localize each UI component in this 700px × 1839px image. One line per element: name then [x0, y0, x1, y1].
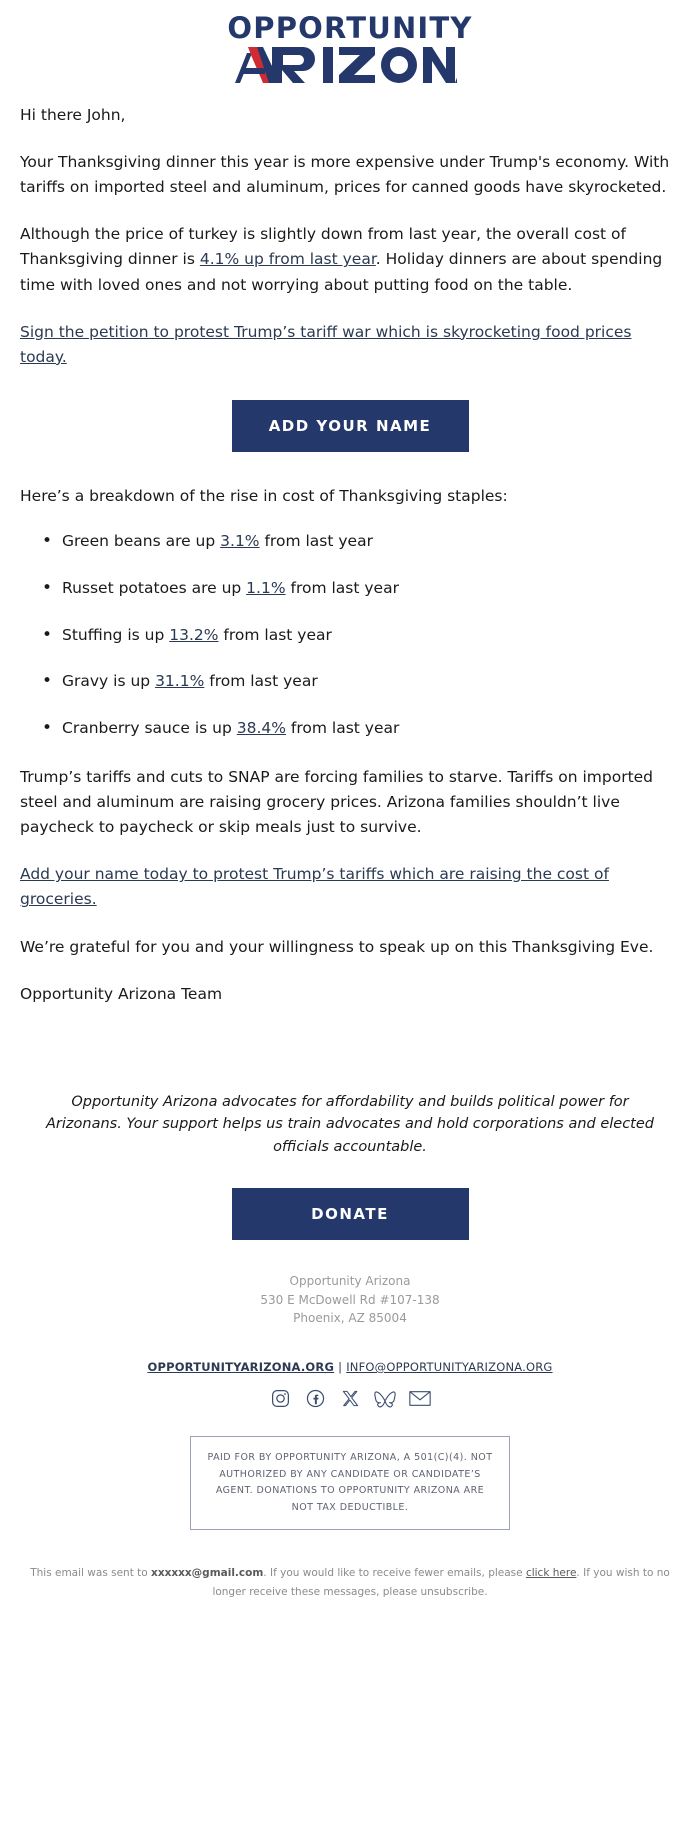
recipient-email: xxxxxx@gmail.com [151, 1567, 264, 1580]
staple-label: Cranberry sauce is up [62, 719, 237, 738]
staple-label: Gravy is up [62, 672, 156, 691]
contact-email-link[interactable]: INFO@OPPORTUNITYARIZONA.ORG [346, 1359, 553, 1374]
cost-increase-link[interactable]: 4.1% up from last year [199, 250, 376, 269]
address-street: 530 E McDowell Rd #107-138 [260, 1292, 440, 1307]
staple-suffix: from last year [286, 719, 400, 738]
staple-percent-link[interactable]: 31.1% [155, 672, 205, 691]
staple-percent-link[interactable]: 3.1% [220, 531, 260, 550]
click-here-link[interactable]: click here [525, 1567, 577, 1580]
staple-suffix: from last year [218, 625, 332, 644]
org-description: Opportunity Arizona advocates for affordability and builds political power for Arizonans. Your support helps us train advocates and hold corporations and elected officials accountable. [46, 1093, 654, 1155]
cost-paragraph-pre: Although the price of turkey is slightly down from last year, the overall cost of Thanksgiving dinner is [20, 225, 626, 269]
email-footer [0, 1091, 700, 1531]
cost-paragraph [20, 222, 680, 297]
primary-cta-row [20, 400, 680, 452]
addname-paragraph [20, 862, 680, 912]
staple-percent-link[interactable]: 1.1% [246, 578, 286, 597]
staple-label: Green beans are up [62, 531, 221, 550]
footer-links-row [30, 1360, 670, 1374]
email-icon[interactable] [409, 1388, 431, 1410]
unsubscribe-line [0, 1564, 700, 1627]
add-your-name-button[interactable]: ADD YOUR NAME [232, 400, 469, 452]
unsub-post-text: . If you wish to no longer receive these messages, please unsubscribe. [212, 1567, 670, 1598]
email-body [0, 103, 700, 1007]
staple-percent-link[interactable]: 38.4% [236, 719, 286, 738]
donate-cta-row [30, 1188, 670, 1240]
donate-button[interactable]: DONATE [232, 1188, 469, 1240]
greeting-text: Hi there John, [20, 106, 126, 124]
website-link[interactable]: OPPORTUNITYARIZONA.ORG [147, 1359, 335, 1374]
staple-suffix: from last year [285, 578, 399, 597]
unsub-pre-text: This email was sent to [30, 1567, 152, 1580]
paid-for-disclaimer-text: PAID FOR BY OPPORTUNITY ARIZONA, A 501(C)(4). NOT AUTHORIZED BY ANY CANDIDATE OR CANDIDATE’S AGENT. DONATIONS TO OPPORTUNITY ARIZONA ARE NOT TAX DEDUCTIBLE. [207, 1451, 493, 1513]
list-item [42, 623, 680, 648]
logo-wordmark-opportunity: OPPORTUNITY [227, 11, 473, 45]
bluesky-icon[interactable] [374, 1388, 396, 1410]
gratitude-paragraph: We’re grateful for you and your willingness to speak up on this Thanksgiving Eve. [20, 937, 654, 956]
opportunity-arizona-logo [227, 11, 473, 85]
staple-percent-link[interactable]: 13.2% [169, 625, 219, 644]
paid-for-disclaimer-box [190, 1436, 510, 1531]
list-item [42, 716, 680, 741]
facebook-icon[interactable] [304, 1388, 326, 1410]
logo-wordmark-arizona [227, 45, 472, 85]
footer-spacer [0, 1029, 700, 1091]
address-org-name: Opportunity Arizona [289, 1274, 411, 1289]
staples-list [20, 529, 680, 741]
instagram-icon[interactable] [269, 1388, 291, 1410]
x-twitter-icon[interactable] [339, 1388, 361, 1410]
staple-suffix: from last year [259, 531, 373, 550]
add-your-name-link[interactable]: Add your name today to protest Trump’s tariffs which are raising the cost of groceries. [20, 865, 609, 909]
email-header [0, 0, 700, 103]
unsub-mid-text: . If you would like to receive fewer emails, please [263, 1567, 526, 1580]
breakdown-intro: Here’s a breakdown of the rise in cost of Thanksgiving staples: [20, 486, 508, 505]
staple-suffix: from last year [204, 672, 318, 691]
list-item [42, 576, 680, 601]
mailing-address [30, 1272, 670, 1328]
list-item [42, 669, 680, 694]
links-separator: | [338, 1359, 343, 1374]
petition-paragraph [20, 320, 680, 370]
social-links-row [30, 1388, 670, 1410]
address-city-state-zip: Phoenix, AZ 85004 [293, 1311, 407, 1326]
staple-label: Stuffing is up [62, 625, 170, 644]
cost-paragraph-post: . Holiday dinners are about spending time with loved ones and not worrying about putting food on the table. [20, 250, 663, 294]
sign-petition-link[interactable]: Sign the petition to protest Trump’s tariff war which is skyrocketing food prices today. [20, 322, 632, 366]
intro-paragraph: Your Thanksgiving dinner this year is more expensive under Trump's economy. With tariffs on imported steel and aluminum, prices for canned goods have skyrocketed. [20, 153, 670, 197]
signoff-text: Opportunity Arizona Team [20, 984, 223, 1003]
tariffs-paragraph: Trump’s tariffs and cuts to SNAP are forcing families to starve. Tariffs on imported steel and aluminum are raising grocery prices. Arizona families shouldn’t live paycheck to paycheck or skip meals just to survive. [20, 767, 654, 837]
staple-label: Russet potatoes are up [62, 578, 247, 597]
list-item [42, 529, 680, 554]
